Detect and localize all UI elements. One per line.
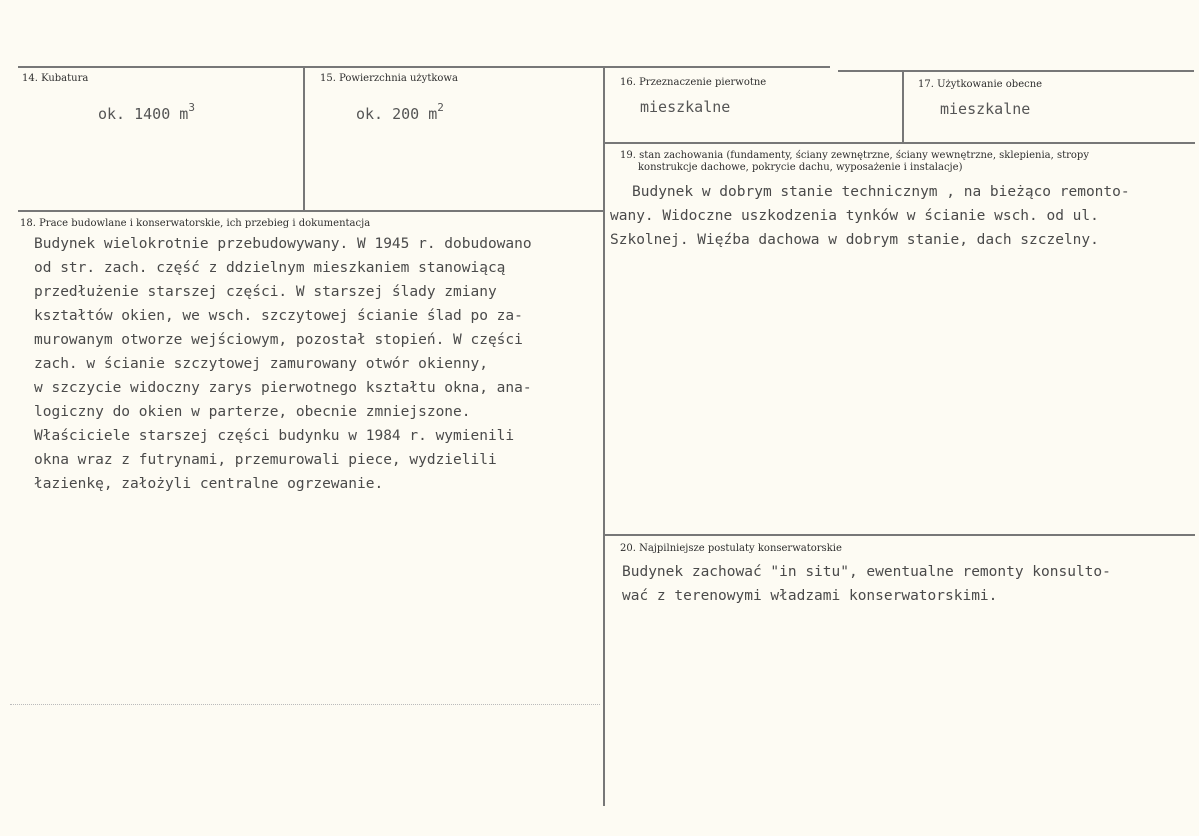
- field-18-line: przedłużenie starszej części. W starszej ślady zmiany: [34, 284, 497, 300]
- field-19-label-line1: 19. stan zachowania (fundamenty, ściany zewnętrzne, ściany wewnętrzne, sklepienia, stropy: [620, 150, 1089, 161]
- field-19-text: [610, 180, 1130, 252]
- field-14-exponent: 3: [188, 101, 195, 114]
- field-15-exponent: 2: [437, 101, 444, 114]
- field-18-line: zach. w ścianie szczytowej zamurowany otwór okienny,: [34, 356, 488, 372]
- field-18-line: kształtów okien, we wsch. szczytowej ścianie ślad po za-: [34, 308, 523, 324]
- field-18-line: Budynek wielokrotnie przebudowywany. W 1945 r. dobudowano: [34, 236, 532, 252]
- field-14-label: 14. Kubatura: [22, 73, 89, 84]
- rule-above-20: [605, 534, 1195, 536]
- field-18-line: logiczny do okien w parterze, obecnie zmniejszone.: [34, 404, 471, 420]
- field-18-line: łazienkę, założyli centralne ogrzewanie.: [34, 476, 384, 492]
- field-20-text: [622, 560, 1111, 608]
- main-vertical-divider: [603, 68, 605, 806]
- field-15-value: ok. 200 $m^2$: [356, 101, 444, 123]
- field-19-line: Szkolnej. Więźba dachowa w dobrym stanie, dach szczelny.: [610, 232, 1099, 248]
- field-15-label: 15. Powierzchnia użytkowa: [320, 73, 458, 84]
- field-19-line: wany. Widoczne uszkodzenia tynków w ścianie wsch. od ul.: [610, 208, 1099, 224]
- field-19-label-line2: konstrukcje dachowe, pokrycie dachu, wyposażenie i instalacje): [638, 162, 963, 173]
- field-18-line: Właściciele starszej części budynku w 1984 r. wymienili: [34, 428, 515, 444]
- field-17-value: mieszkalne: [940, 100, 1031, 118]
- field-17-label: 17. Użytkowanie obecne: [918, 79, 1043, 90]
- field-18-line: w szczycie widoczny zarys pierwotnego kształtu okna, ana-: [34, 380, 532, 396]
- field-14-value: ok. 1400 $m^3$: [98, 101, 195, 123]
- rule-under-14-15: [18, 210, 604, 212]
- field-18-line: od str. zach. część z ddzielnym mieszkaniem stanowiącą: [34, 260, 506, 276]
- rule-under-16-17: [605, 142, 1195, 144]
- faint-dotted-rule: [10, 704, 600, 705]
- field-20-label: 20. Najpilniejsze postulaty konserwatorskie: [620, 543, 842, 554]
- field-19-line: Budynek w dobrym stanie technicznym , na bieżąco remonto-: [632, 184, 1130, 200]
- field-16-label: 16. Przeznaczenie pierwotne: [620, 77, 767, 88]
- field-18-text: [34, 232, 532, 496]
- divider-14-15: [303, 68, 305, 210]
- top-rule: [18, 66, 830, 68]
- field-16-value: mieszkalne: [640, 98, 731, 116]
- field-20-line: wać z terenowymi władzami konserwatorskimi.: [622, 588, 998, 604]
- top-rule-right: [838, 70, 1194, 72]
- field-20-line: Budynek zachować "in situ", ewentualne remonty konsulto-: [622, 564, 1111, 580]
- field-18-line: okna wraz z futrynami, przemurowali piece, wydzielili: [34, 452, 497, 468]
- field-18-label: 18. Prace budowlane i konserwatorskie, ich przebieg i dokumentacja: [20, 218, 371, 229]
- field-18-line: murowanym otworze wejściowym, pozostał stopień. W części: [34, 332, 523, 348]
- divider-16-17: [902, 72, 904, 142]
